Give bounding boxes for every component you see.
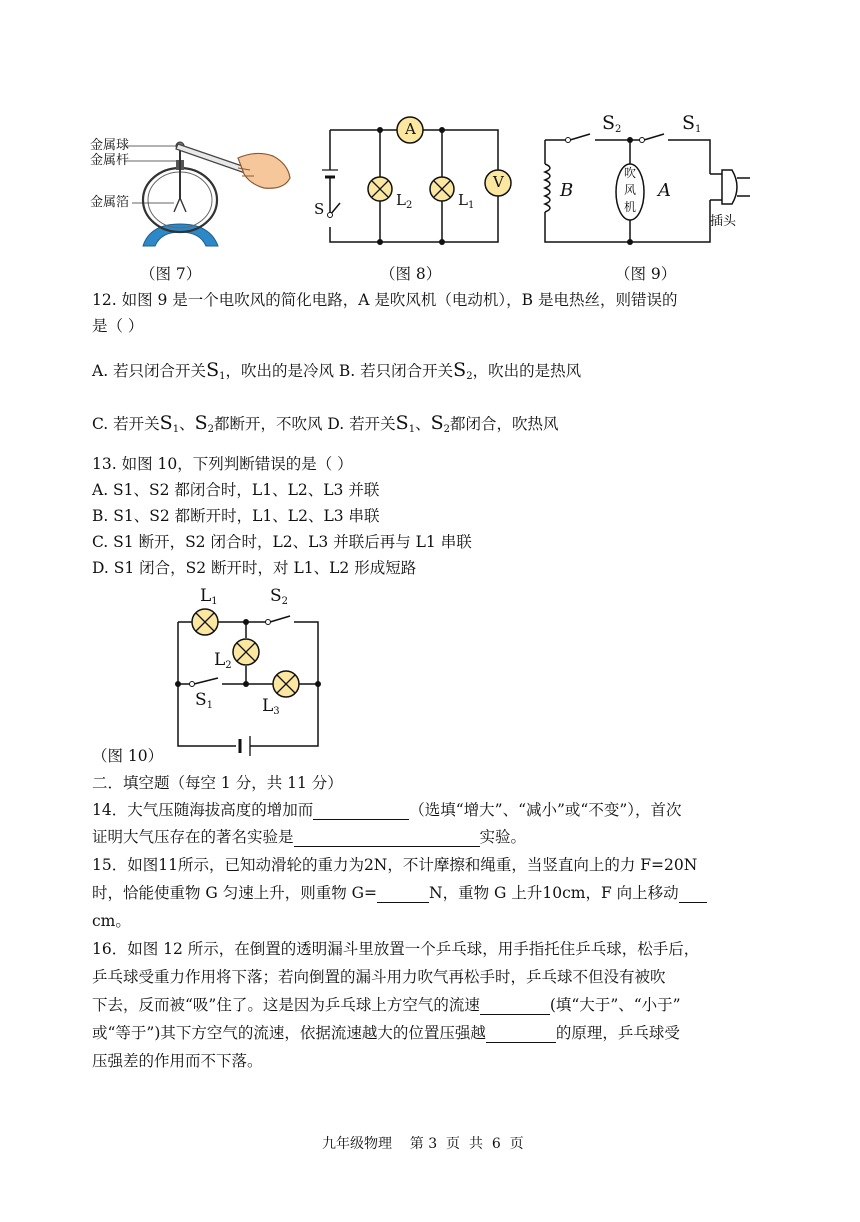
fig8-switch-label: S bbox=[314, 200, 325, 218]
fig10-L2-label: $L_2$ bbox=[214, 650, 232, 671]
fig10-L3-label: $L_3$ bbox=[262, 696, 280, 717]
q15-line1: 15．如图11所示，已知动滑轮的重力为2N，不计摩擦和绳重，当竖直向上的力 F=20N bbox=[92, 856, 698, 874]
fig7-label-foil: 金属箔 bbox=[90, 195, 130, 210]
fig9-s2-label: $S_2$ bbox=[602, 112, 622, 135]
figure-7 bbox=[88, 128, 298, 253]
fig10-S1-label: $S_1$ bbox=[195, 690, 214, 711]
fig9-motor-label: A bbox=[658, 180, 671, 201]
page-footer: 九年级物理 第 3 页 共 6 页 bbox=[322, 1136, 524, 1152]
q15-line2: 时，恰能使重物 G 匀速上升，则重物 G= N，重物 G 上升10cm，F 向上移动 bbox=[92, 883, 707, 903]
q16-line2: 乒乓球受重力作用将下落；若向倒置的漏斗用力吹气再松手时，乒乓球不但没有被吹 bbox=[92, 968, 666, 986]
q14-line1: 14．大气压随海拔高度的增加而 （选填“增大”、“减小”或“不变”），首次 bbox=[92, 801, 682, 819]
figure-8 bbox=[310, 115, 520, 250]
q16-blank-1[interactable] bbox=[480, 997, 550, 1015]
q13-option-d: D. S1 闭合，S2 断开时，对 L1、L2 形成短路 bbox=[92, 559, 417, 577]
q13-option-a: A. S1、S2 都闭合时，L1、L2、L3 并联 bbox=[92, 481, 380, 499]
q13-option-c: C. S1 断开，S2 闭合时，L2、L3 并联后再与 L1 串联 bbox=[92, 533, 472, 551]
q14-line2: 证明大气压存在的著名实验是 实验。 bbox=[92, 828, 527, 846]
fig9-fan-char-3: 机 bbox=[624, 200, 637, 214]
fig10-L1-label: $L_1$ bbox=[200, 586, 218, 607]
fig8-voltmeter-label: V bbox=[493, 173, 504, 191]
fig8-ammeter-label: A bbox=[405, 120, 416, 138]
q13-stem: 13. 如图 10，下列判断错误的是（ ） bbox=[92, 455, 353, 473]
q16-line5: 压强差的作用而不下落。 bbox=[92, 1052, 263, 1070]
q13-option-b: B. S1、S2 都断开时，L1、L2、L3 串联 bbox=[92, 507, 380, 525]
q15-blank-1[interactable] bbox=[377, 885, 429, 903]
section-2-heading: 二．填空题（每空 1 分，共 11 分） bbox=[92, 774, 343, 792]
fig8-lamp2-label: $L_2$ bbox=[396, 191, 413, 211]
circuit-fig10 bbox=[170, 586, 330, 756]
fig9-s1-label: $S_1$ bbox=[682, 112, 702, 135]
fig10-caption: （图 10） bbox=[92, 747, 164, 765]
fig9-fan-char-2: 风 bbox=[624, 183, 637, 197]
fig10-S2-label: $S_2$ bbox=[270, 586, 289, 607]
q16-line4: 或“等于”)其下方空气的流速，依据流速越大的位置压强越 的原理，乒乓球受 bbox=[92, 1024, 680, 1042]
fig9-plug-label: 插头 bbox=[710, 214, 737, 229]
q14-blank-2[interactable] bbox=[294, 829, 480, 847]
q12-stem-line2: 是（ ） bbox=[92, 317, 144, 335]
q12-options-ab: A. 若只闭合开关$S_1$，吹出的是冷风 B. 若只闭合开关$S_2$，吹出的是热风 bbox=[92, 359, 582, 382]
fig8-caption: （图 8） bbox=[380, 265, 442, 283]
fig9-coil-label: B bbox=[560, 180, 574, 201]
q12-stem-line1: 12. 如图 9 是一个电吹风的简化电路，A 是吹风机（电动机），B 是电热丝，则错误的 bbox=[92, 291, 678, 309]
fig7-caption: （图 7） bbox=[140, 265, 202, 283]
q12-options-cd: C. 若开关$S_1$、$S_2$都断开，不吹风 D. 若开关$S_1$、$S_2$都闭合，吹热风 bbox=[92, 412, 559, 435]
fig7-label-rod: 金属杆 bbox=[90, 153, 130, 168]
fig8-lamp1-label: $L_1$ bbox=[458, 191, 475, 211]
q15-line3: cm。 bbox=[92, 912, 131, 930]
q16-line3: 下去，反而被“吸”住了。这是因为乒乓球上方空气的流速 (填“大于”、“小于” bbox=[92, 996, 681, 1014]
q16-blank-2[interactable] bbox=[486, 1025, 556, 1043]
q14-blank-1[interactable] bbox=[313, 802, 409, 820]
q16-line1: 16．如图 12 所示，在倒置的透明漏斗里放置一个乒乓球，用手指托住乒乓球，松手后， bbox=[92, 940, 700, 958]
fig9-caption: （图 9） bbox=[615, 265, 677, 283]
figure-9 bbox=[530, 112, 760, 252]
q15-blank-2[interactable] bbox=[679, 885, 707, 903]
fig7-label-ball: 金属球 bbox=[90, 138, 130, 153]
figure-10 bbox=[170, 586, 330, 756]
fig9-fan-char-1: 吹 bbox=[624, 166, 637, 180]
